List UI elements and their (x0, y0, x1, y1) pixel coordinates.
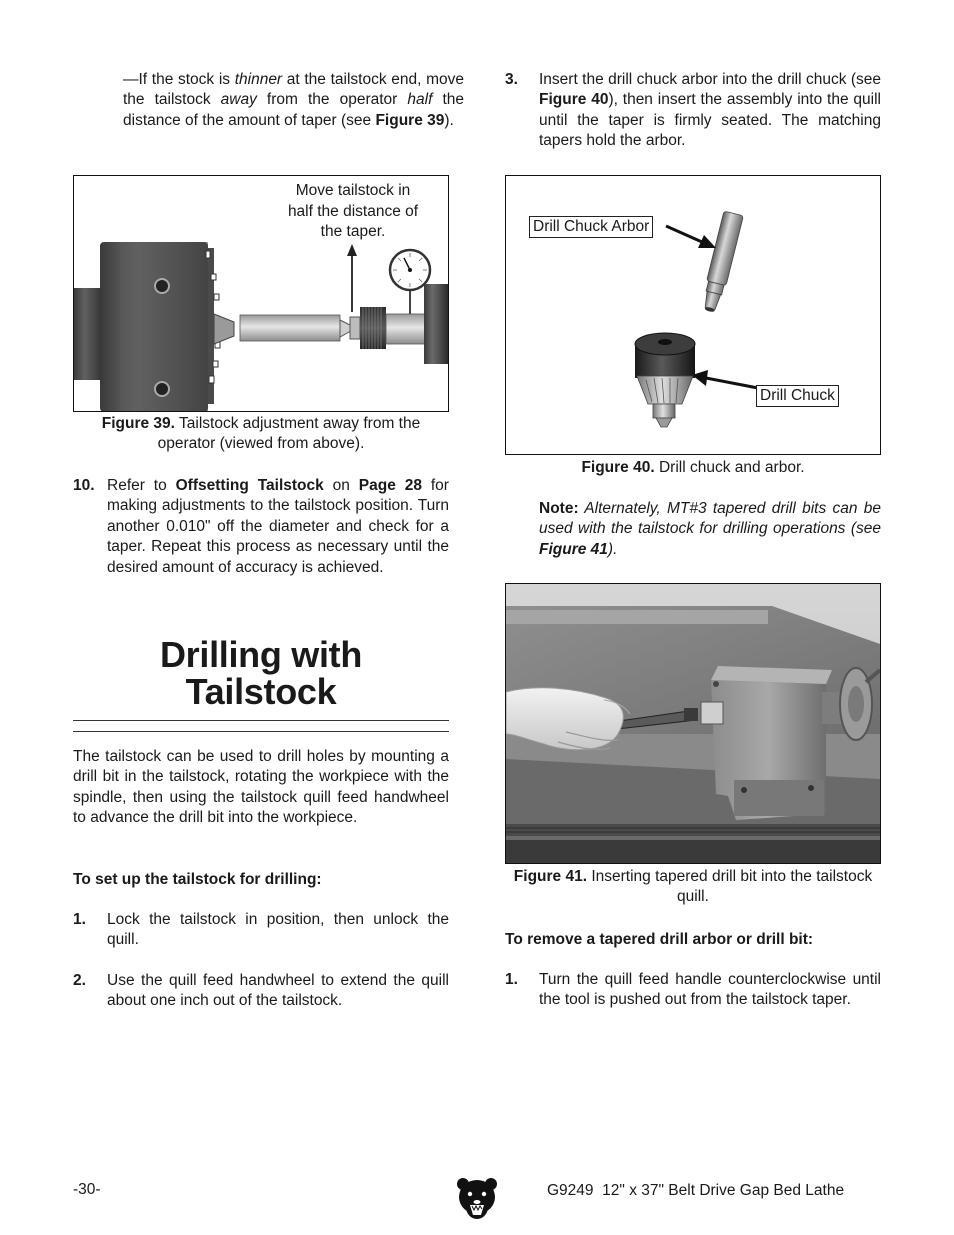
setup-step-2 (73, 971, 449, 1012)
manual-title: G9249 12" x 37" Belt Drive Gap Bed Lathe (547, 1182, 845, 1199)
note-paragraph (539, 499, 881, 560)
figure-39-annotation: Move tailstock in half the distance of the taper. (287, 182, 419, 241)
step-3 (505, 70, 881, 152)
caption-text: Tailstock adjustment away from the operator (viewed from above). (157, 415, 421, 453)
figure-39-reference: Figure 39 (375, 111, 445, 129)
tailstock-housing (424, 284, 448, 364)
figure-39-frame (73, 175, 449, 412)
figure-40-caption (505, 458, 881, 478)
step-10 (73, 476, 449, 578)
figure-41-caption (505, 867, 881, 908)
caption-label: Figure 41. (513, 868, 588, 885)
section-rule-top (73, 720, 449, 721)
figure-41-photo (506, 584, 880, 863)
step-text-part: ), then insert the assembly into the quill until the taper is firmly seated. The matching tapers hold the arbor. (539, 91, 881, 150)
page-number: -30- (73, 1181, 101, 1198)
step-number: 2. (73, 972, 86, 989)
step-text-part: for making adjustments to the tailstock position. Turn another 0.010" off the diameter and check for a taper. Repeat this process as necessary until the desired amount of accuracy is achieved. (107, 477, 449, 576)
step-number: 3. (505, 71, 518, 88)
caption-label: Figure 39. (101, 415, 175, 432)
drill-chuck (635, 333, 695, 427)
intro-text: —If the stock is (123, 71, 235, 88)
intro-text: from the operator (256, 91, 408, 109)
section-title (73, 636, 449, 710)
step-text: Turn the quill feed handle counterclockwise until the tool is pushed out from the tailstock taper. (539, 971, 881, 1009)
bear-head-icon (455, 1175, 499, 1221)
figure-40-frame (505, 175, 881, 455)
step-text-part: on (323, 477, 359, 494)
intro-bullet-paragraph (107, 70, 464, 131)
page-28-reference: Page 28 (358, 477, 422, 494)
caption-text: Inserting tapered drill bit into the tailstock quill. (587, 868, 873, 906)
step-text: Use the quill feed handwheel to extend the quill about one inch out of the tailstock. (107, 972, 449, 1010)
setup-heading: To set up the tailstock for drilling: (73, 871, 322, 888)
intro-text: ). (444, 111, 454, 129)
step-text-part: Insert the drill chuck arbor into the drill chuck (see (539, 71, 881, 88)
note-text: ). (607, 540, 618, 558)
emphasis-thinner: thinner (234, 71, 283, 88)
workpiece-stock (240, 315, 340, 341)
chuck-screw-icon (155, 382, 169, 396)
tailstock-quill (701, 702, 723, 724)
figure-39-caption (73, 414, 449, 455)
intro-text: the distance of the amount of taper (see (123, 91, 464, 129)
drill-chuck-arbor (700, 211, 744, 314)
drill-chuck-arbor-label: Drill Chuck Arbor (529, 216, 653, 238)
remove-step-1 (505, 970, 881, 1011)
intro-text: at the tailstock end, move the tailstock (123, 71, 464, 109)
step-text-part: Refer to (107, 477, 176, 494)
emphasis-half: half (407, 91, 433, 109)
step-number: 10. (73, 477, 95, 494)
figure-40-reference: Figure 40 (539, 91, 609, 109)
step-number: 1. (73, 911, 86, 928)
figure-41-frame (505, 583, 881, 864)
chuck-screw-icon (155, 279, 169, 293)
section-title-line-1: Drilling with (159, 634, 363, 675)
emphasis-away: away (220, 91, 257, 109)
note-label: Note: (539, 500, 579, 517)
step-text (107, 476, 449, 578)
chuck-pointer-arrow (706, 378, 758, 388)
step-number: 1. (505, 971, 518, 988)
caption-text: Drill chuck and arbor. (654, 459, 805, 476)
section-title-line-2: Tailstock (185, 671, 337, 712)
step-text (539, 70, 881, 152)
section-rule-bottom (73, 731, 449, 732)
note-text: Alternately, MT#3 tapered drill bits can be used with the tailstock for drilling operations (see (539, 500, 881, 538)
offsetting-tailstock-reference: Offsetting Tailstock (175, 477, 324, 494)
tailstock-body (711, 666, 832, 820)
drill-chuck-label: Drill Chuck (756, 385, 839, 407)
figure-41-reference: Figure 41 (539, 540, 608, 558)
remove-heading: To remove a tapered drill arbor or drill bit: (505, 931, 814, 948)
arbor-pointer-arrow (666, 226, 702, 242)
step-text: Lock the tailstock in position, then unlock the quill. (107, 911, 449, 949)
setup-step-1 (73, 910, 449, 951)
tailstock-quill (360, 307, 386, 349)
caption-label: Figure 40. (581, 459, 655, 476)
drilling-intro-paragraph: The tailstock can be used to drill holes by mounting a drill bit in the tailstock, rotating the workpiece with the spindle, then using the tailstock quill feed handwheel to advance the drill bit into the workpiece. (73, 748, 449, 827)
